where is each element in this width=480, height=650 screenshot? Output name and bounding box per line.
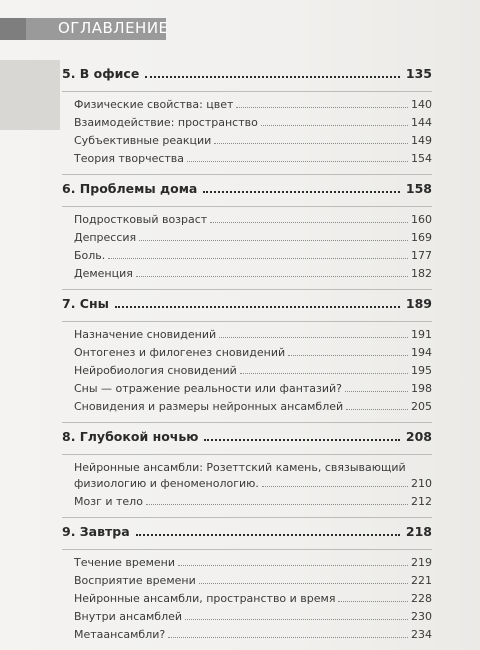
page-shadow [0, 60, 60, 130]
dot-leader [240, 373, 408, 374]
entry-title: Сны — отражение реальности или фантазий? [74, 382, 343, 395]
entry-page-number: 221 [411, 574, 432, 587]
entry-title: Субъективные реакции [74, 134, 212, 147]
entry-page-number: 228 [411, 592, 432, 605]
entry-title: Онтогенез и филогенез сновидений [74, 346, 286, 359]
chapter-7 [62, 296, 432, 423]
toc-entry[interactable] [74, 152, 432, 170]
dot-leader [139, 240, 408, 241]
divider [62, 517, 432, 518]
dot-leader [236, 107, 408, 108]
entry-title: физиологию и феноменологию. [74, 477, 259, 490]
dot-leader [345, 391, 408, 392]
toc-entry[interactable] [74, 628, 432, 646]
toc-entry[interactable] [74, 400, 432, 418]
entry-page-number: 182 [411, 267, 432, 280]
chapter-title: 7. Сны [62, 296, 109, 311]
entry-title: Мозг и тело [74, 495, 143, 508]
toc-entry[interactable] [74, 134, 432, 152]
chapter-page-number: 135 [405, 66, 432, 81]
divider [62, 454, 432, 455]
entry-page-number: 195 [411, 364, 432, 377]
entry-title: Внутри ансамблей [74, 610, 183, 623]
entry-title: Взаимодействие: пространство [74, 116, 258, 129]
chapter-page-number: 158 [405, 181, 432, 196]
divider [62, 174, 432, 175]
toc-entry[interactable] [74, 213, 432, 231]
dot-leader [185, 619, 408, 620]
toc-entry[interactable] [74, 231, 432, 249]
entry-title: Подростковый возраст [74, 213, 208, 226]
chapter-heading[interactable] [62, 524, 432, 546]
entry-title: Метаансамбли? [74, 628, 166, 641]
entry-page-number: 210 [411, 477, 432, 490]
entry-page-number: 234 [411, 628, 432, 641]
divider [62, 289, 432, 290]
toc-entry[interactable] [74, 249, 432, 267]
dot-leader [346, 409, 408, 410]
entry-title: Назначение сновидений [74, 328, 217, 341]
divider [62, 422, 432, 423]
dot-leader [214, 143, 408, 144]
chapter-title: 9. Завтра [62, 524, 130, 539]
chapter-9 [62, 524, 432, 646]
toc-entry[interactable] [74, 346, 432, 364]
dot-leader [338, 601, 408, 602]
table-of-contents [62, 66, 432, 650]
dot-leader [262, 486, 408, 487]
entry-title: Боль. [74, 249, 106, 262]
divider [62, 549, 432, 550]
toc-entry[interactable] [74, 477, 432, 495]
chapter-title: 6. Проблемы дома [62, 181, 198, 196]
dot-leader [146, 504, 408, 505]
chapter-heading[interactable] [62, 66, 432, 88]
entry-page-number: 177 [411, 249, 432, 262]
toc-entry[interactable] [74, 364, 432, 382]
entry-page-number: 169 [411, 231, 432, 244]
toc-entry[interactable] [74, 267, 432, 285]
toc-entry[interactable] [74, 382, 432, 400]
toc-entry[interactable] [74, 556, 432, 574]
entry-title: Деменция [74, 267, 133, 280]
entry-title: Нейронные ансамбли, пространство и время [74, 592, 336, 605]
entry-page-number: 144 [411, 116, 432, 129]
dot-leader [210, 222, 408, 223]
entry-page-number: 191 [411, 328, 432, 341]
dot-leader [219, 337, 408, 338]
entry-page-number: 140 [411, 98, 432, 111]
dot-leader [178, 565, 408, 566]
chapter-heading[interactable] [62, 429, 432, 451]
chapter-page-number: 208 [405, 429, 432, 444]
entry-title: Нейробиология сновидений [74, 364, 237, 377]
dot-leader [136, 534, 400, 536]
chapter-page-number: 218 [405, 524, 432, 539]
entry-page-number: 205 [411, 400, 432, 413]
entry-title: Течение времени [74, 556, 175, 569]
divider [62, 206, 432, 207]
entry-title: Теория творчества [74, 152, 185, 165]
chapter-5 [62, 66, 432, 175]
entry-page-number: 230 [411, 610, 432, 623]
entry-page-number: 149 [411, 134, 432, 147]
divider [62, 321, 432, 322]
dot-leader [145, 76, 400, 78]
entry-title: Сновидения и размеры нейронных ансамблей [74, 400, 344, 413]
toc-entry[interactable] [74, 98, 432, 116]
chapter-heading[interactable] [62, 296, 432, 318]
entry-page-number: 212 [411, 495, 432, 508]
entry-page-number: 198 [411, 382, 432, 395]
divider [62, 91, 432, 92]
entry-title: Физические свойства: цвет [74, 98, 234, 111]
toc-entry[interactable] [74, 495, 432, 513]
page-title: ОГЛАВЛЕНИЕ [58, 19, 169, 37]
dot-leader [115, 306, 400, 308]
entry-title-line1[interactable]: Нейронные ансамбли: Розеттский камень, связывающий [74, 461, 406, 474]
chapter-heading[interactable] [62, 181, 432, 203]
dot-leader [168, 637, 408, 638]
toc-entry[interactable] [74, 610, 432, 628]
entry-page-number: 219 [411, 556, 432, 569]
dot-leader [199, 583, 408, 584]
toc-entry[interactable] [74, 328, 432, 346]
dot-leader [203, 191, 400, 193]
dot-leader [288, 355, 408, 356]
entry-title: Депрессия [74, 231, 137, 244]
entry-page-number: 194 [411, 346, 432, 359]
toc-entry[interactable] [74, 116, 432, 134]
entry-page-number: 154 [411, 152, 432, 165]
toc-entry[interactable] [74, 592, 432, 610]
entry-title: Восприятие времени [74, 574, 196, 587]
chapter-page-number: 189 [405, 296, 432, 311]
dot-leader [108, 258, 408, 259]
chapter-title: 5. В офисе [62, 66, 140, 81]
toc-entry[interactable] [74, 574, 432, 592]
dot-leader [204, 439, 399, 441]
dot-leader [187, 161, 408, 162]
chapter-6 [62, 181, 432, 290]
chapter-8 [62, 429, 432, 518]
dot-leader [136, 276, 408, 277]
entry-page-number: 160 [411, 213, 432, 226]
dot-leader [261, 125, 408, 126]
chapter-title: 8. Глубокой ночью [62, 429, 199, 444]
